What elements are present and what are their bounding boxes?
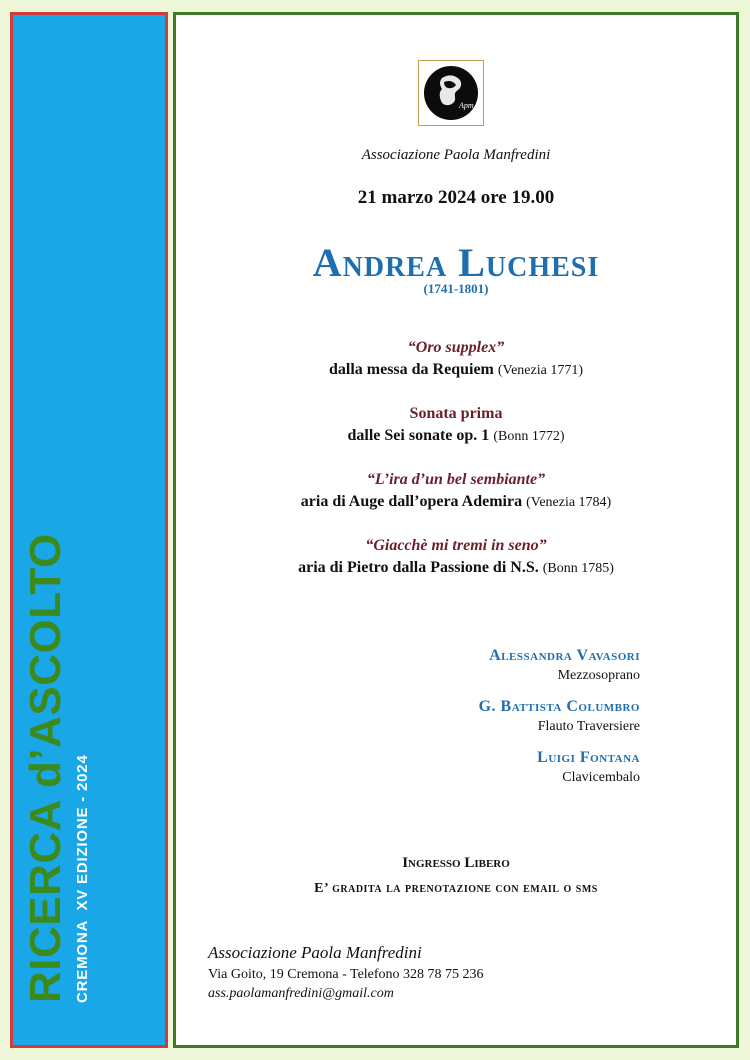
piece-source: dalle Sei sonate op. 1: [347, 427, 490, 444]
performer-role: Flauto Traversiere: [537, 719, 640, 734]
piece-description: [176, 559, 736, 577]
contact-block: [208, 943, 484, 1002]
association-logo: [418, 60, 484, 126]
program-item: [176, 471, 736, 511]
piece-title: “L’ira d’un bel sembiante”: [366, 471, 546, 488]
program-item: [176, 405, 736, 445]
piece-source: dalla messa da Requiem: [328, 361, 494, 378]
program-item: [176, 537, 736, 577]
piece-title: “Giacchè mi tremi in seno”: [365, 537, 547, 554]
free-entry: Ingresso Libero: [402, 855, 510, 871]
program-item: [176, 339, 736, 379]
performers-list: [479, 647, 640, 800]
reservation-note: E’ gradita la prenotazione con email o sms: [314, 881, 598, 896]
piece-title: “Oro supplex”: [407, 339, 505, 356]
performer-name: G. Battista Columbro: [478, 698, 640, 715]
svg-text:Apm: Apm: [459, 101, 474, 110]
sidebar-banner: [10, 12, 168, 1048]
piece-description: [176, 493, 736, 511]
piece-note: (Venezia 1784): [526, 495, 612, 510]
piece-note: (Venezia 1771): [497, 363, 584, 378]
piece-description: [176, 427, 736, 445]
contact-address: Via Goito, 19 Cremona - Telefono 328 78 75 236: [208, 967, 484, 982]
contact-name: Associazione Paola Manfredini: [208, 943, 422, 962]
performer-name: Luigi Fontana: [537, 749, 640, 766]
piece-description: [176, 361, 736, 379]
composer-years: (1741-1801): [423, 281, 489, 296]
piece-note: (Bonn 1785): [542, 561, 614, 576]
piece-source: aria di Auge dall’opera Ademira: [300, 493, 523, 510]
composer-last-name: Luchesi: [458, 240, 600, 285]
performer-role: Clavicembalo: [562, 770, 640, 785]
sidebar-text: [21, 533, 93, 1003]
piece-title: Sonata prima: [409, 405, 503, 422]
composer-first-name: Andrea: [312, 240, 448, 285]
performer-role: Mezzosoprano: [557, 668, 640, 683]
performer-name: Alessandra Vavasori: [489, 647, 640, 664]
series-title: RICERCA d’ASCOLTO: [21, 533, 70, 1003]
piece-source: aria di Pietro dalla Passione di N.S.: [298, 559, 539, 576]
contact-email[interactable]: ass.paolamanfredini@gmail.com: [208, 986, 394, 1001]
association-name: Associazione Paola Manfredini: [361, 147, 551, 163]
piece-note: (Bonn 1772): [493, 429, 565, 444]
poster-sheet: [173, 12, 739, 1048]
silhouette-logo-icon: [422, 64, 480, 122]
composer-name: [176, 239, 736, 286]
series-subtitle: CREMONA XV EDIZIONE - 2024: [74, 754, 91, 1003]
event-date: 21 marzo 2024 ore 19.00: [357, 187, 555, 208]
